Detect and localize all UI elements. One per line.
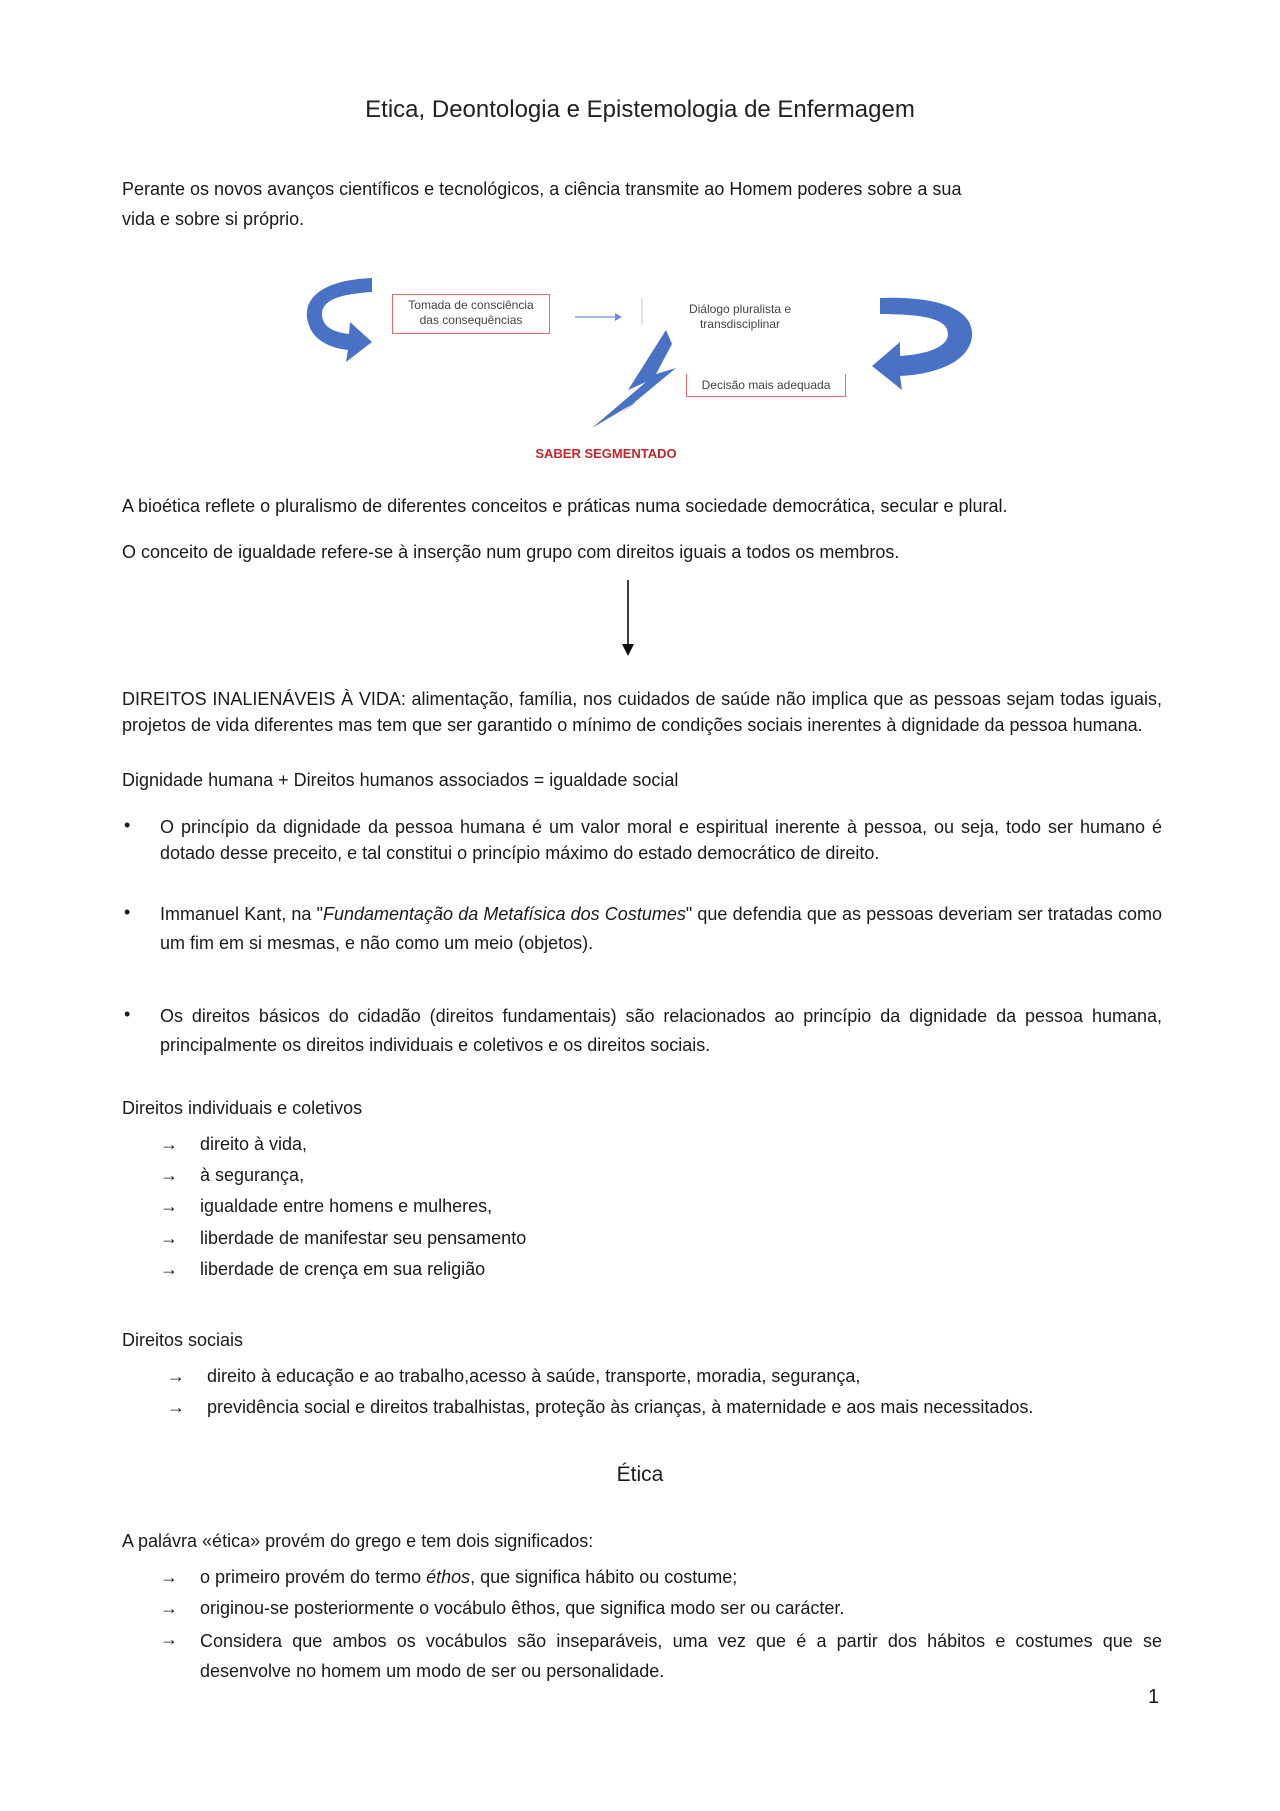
individuais-item-3: igualdade entre homens e mulheres, <box>200 1196 493 1216</box>
sociais-item-2: previdência social e direitos trabalhistas, proteção às crianças, à maternidade e aos mais necessitados. <box>207 1397 1034 1417</box>
lightning-bolt-icon <box>592 330 676 428</box>
down-arrow-icon <box>618 578 638 658</box>
individuais-arrow-3: → <box>160 1196 178 1216</box>
etica-item-1-term: éthos <box>426 1567 471 1587</box>
bullet-dot-2: • <box>124 902 131 922</box>
etica-item-2: originou-se posteriormente o vocábulo êthos, que significa modo ser ou carácter. <box>200 1598 845 1618</box>
etica-arrow-2: → <box>160 1598 178 1618</box>
etica-item-1 <box>200 1564 737 1591</box>
individuais-arrow-5: → <box>160 1259 178 1279</box>
left-curved-arrow-icon <box>307 278 372 362</box>
sociais-item-1: direito à educação e ao trabalho,acesso à saúde, transporte, moradia, segurança, <box>207 1366 861 1386</box>
bullet-2 <box>160 900 1162 958</box>
box-dialogo-line-1: Diálogo pluralista e <box>688 302 792 316</box>
box-dialogo <box>670 302 810 336</box>
etica-arrow-1: → <box>160 1567 178 1587</box>
bullet-3: Os direitos básicos do cidadão (direitos fundamentais) são relacionados ao princípio da dignidade da pessoa humana, principalmente os direitos individuais e coletivos e os direitos sociais. <box>160 1006 1162 1055</box>
individuais-arrow-2: → <box>160 1165 178 1185</box>
bullet-1: O princípio da dignidade da pessoa humana é um valor moral e espiritual inerente à pessoa, ou seja, todo ser humano é dotado desse preceito, e tal constitui o princípio máximo do estado democrático de direito. <box>160 817 1162 863</box>
bullet-dot-3: • <box>124 1004 131 1024</box>
individuais-arrow-4: → <box>160 1228 178 1248</box>
small-right-arrow-icon <box>575 313 622 321</box>
bullet-2-book-title: Fundamentação da Metafísica dos Costumes <box>322 904 686 924</box>
box-consciencia-line-1: Tomada de consciência <box>408 298 534 312</box>
box-decisao <box>686 374 846 397</box>
intro-line-1: Perante os novos avanços científicos e tecnológicos, a ciência transmite ao Homem poderes sobre a sua <box>122 179 962 199</box>
page-number: 1 <box>1148 1686 1160 1708</box>
box-decisao-label: Decisão mais adequada <box>701 378 831 392</box>
bullet-dot-1: • <box>124 815 131 835</box>
individuais-heading: Direitos individuais e coletivos <box>122 1098 363 1118</box>
etica-item-3: Considera que ambos os vocábulos são inseparáveis, uma vez que é a partir dos hábitos e costumes que se desenvolve no homem um modo de ser ou personalidade. <box>200 1631 1162 1681</box>
etica-heading: Ética <box>616 1463 664 1486</box>
sociais-arrow-1: → <box>167 1366 185 1386</box>
bullet-2-post: " que defendia que as pessoas deveriam ser tratadas como um fim em si mesmas, e não como um meio (objetos). <box>160 904 1162 953</box>
etica-intro: A palávra «ética» provém do grego e tem dois significados: <box>122 1531 594 1551</box>
individuais-item-1: direito à vida, <box>200 1134 308 1154</box>
bullet-2-pre: Immanuel Kant, na " <box>160 904 323 924</box>
formula-line: Dignidade humana + Direitos humanos associados = igualdade social <box>122 770 679 790</box>
page-title: Etica, Deontologia e Epistemologia de Enfermagem <box>365 96 915 123</box>
saber-segmentado-label: SABER SEGMENTADO <box>535 446 677 461</box>
intro-line-2: vida e sobre si próprio. <box>122 209 305 229</box>
individuais-item-4: liberdade de manifestar seu pensamento <box>200 1228 527 1248</box>
etica-arrow-3: → <box>160 1629 178 1649</box>
individuais-arrow-1: → <box>160 1134 178 1154</box>
sociais-arrow-2: → <box>167 1397 185 1417</box>
etica-item-1-pre: o primeiro provém do termo <box>200 1567 427 1587</box>
individuais-item-5: liberdade de crença em sua religião <box>200 1259 486 1279</box>
box-consciencia <box>392 294 550 334</box>
bioetica-paragraph: A bioética reflete o pluralismo de diferentes conceitos e práticas numa sociedade democrática, secular e plural. <box>122 496 1008 516</box>
box-consciencia-line-2: das consequências <box>419 313 523 327</box>
individuais-item-2: à segurança, <box>200 1165 305 1185</box>
etica-item-1-post: , que significa hábito ou costume; <box>470 1567 738 1587</box>
direitos-inalienaveis-paragraph: DIREITOS INALIENÁVEIS À VIDA: alimentação, família, nos cuidados de saúde não implica que as pessoas sejam todas iguais, projetos de vida diferentes mas tem que ser garantido o mínimo de condições sociais inerentes à dignidade da pessoa humana. <box>122 689 1162 735</box>
decision-diagram <box>300 270 990 470</box>
right-curved-arrow-icon <box>872 298 972 390</box>
sociais-heading: Direitos sociais <box>122 1330 244 1350</box>
box-dialogo-line-2: transdisciplinar <box>699 317 781 331</box>
igualdade-paragraph: O conceito de igualdade refere-se à inserção num grupo com direitos iguais a todos os membros. <box>122 542 900 562</box>
